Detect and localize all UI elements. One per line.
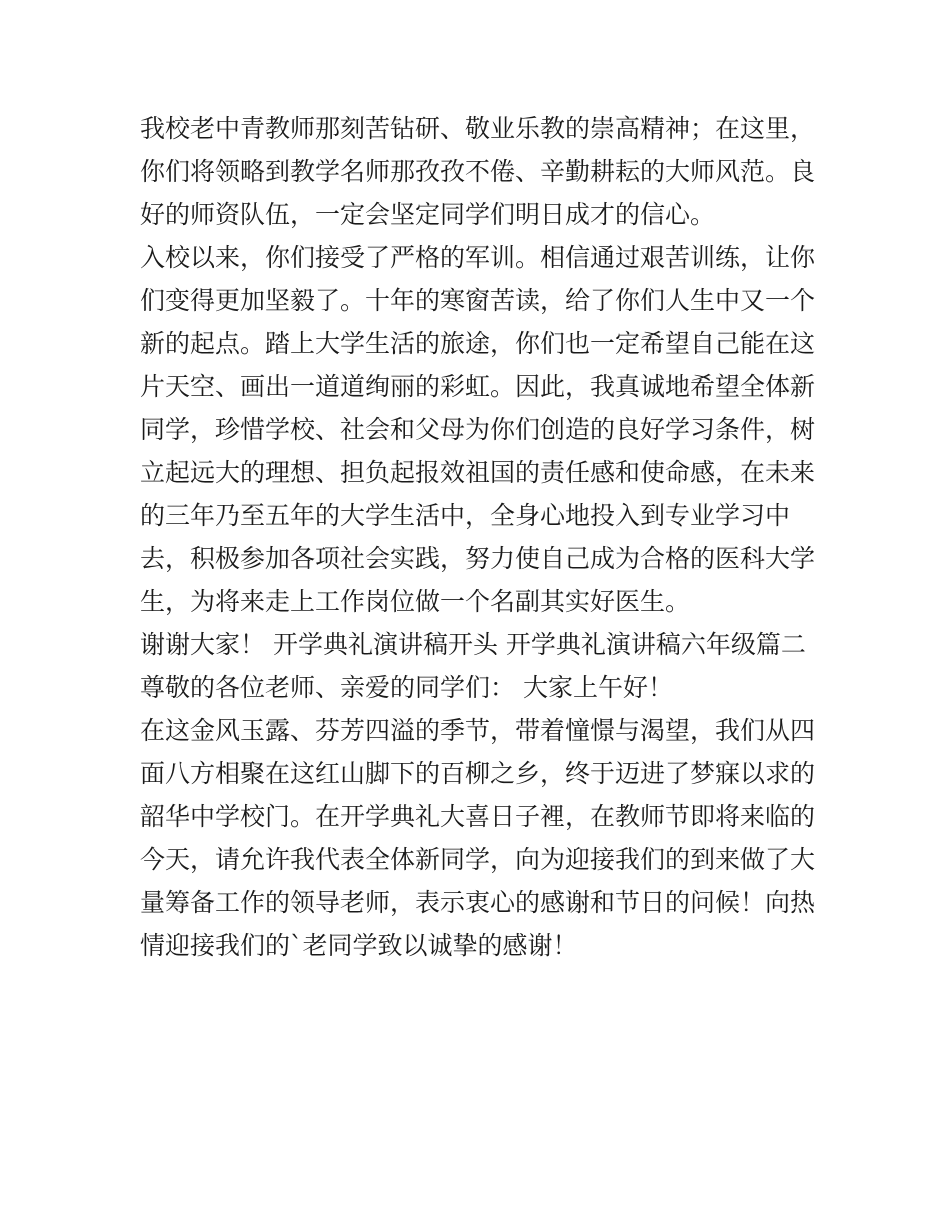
text-line: 立起远大的理想、担负起报效祖国的责任感和使命感，在未来 [140,458,816,487]
text-line: 入校以来，你们接受了严格的军训。相信通过艰苦训练，让你 [140,243,816,272]
text-line: 同学，珍惜学校、社会和父母为你们创造的良好学习条件，树 [140,415,816,444]
text-line: 们变得更加坚毅了。十年的寒窗苦读，给了你们人生中又一个 [140,286,816,315]
text-line: 在这金风玉露、芬芳四溢的季节，带着憧憬与渴望，我们从四 [140,716,816,745]
text-line: 谢谢大家！ 开学典礼演讲稿开头 开学典礼演讲稿六年级篇二 [140,630,806,659]
text-line: 你们将领略到教学名师那孜孜不倦、辛勤耕耘的大师风范。良 [140,157,816,186]
text-line: 去，积极参加各项社会实践，努力使自己成为合格的医科大学 [140,544,816,573]
document-body [140,107,820,967]
text-line: 情迎接我们的`老同学致以诚挚的感谢！ [140,931,578,960]
text-line: 尊敬的各位老师、亲爱的同学们： 大家上午好！ [140,673,673,702]
text-line: 好的师资队伍，一定会坚定同学们明日成才的信心。 [140,200,716,229]
text-line: 的三年乃至五年的大学生活中，全身心地投入到专业学习中 [140,501,791,530]
text-line: 面八方相聚在这红山脚下的百柳之乡，终于迈进了梦寐以求的 [140,759,816,788]
text-line: 片天空、画出一道道绚丽的彩虹。因此，我真诚地希望全体新 [140,372,816,401]
text-line: 量筹备工作的领导老师，表示衷心的感谢和节日的问候！向热 [140,888,816,917]
text-line: 生，为将来走上工作岗位做一个名副其实好医生。 [140,587,691,616]
text-line: 新的起点。踏上大学生活的旅途，你们也一定希望自己能在这 [140,329,816,358]
text-line: 韶华中学校门。在开学典礼大喜日子裡，在教师节即将来临的 [140,802,816,831]
text-line: 我校老中青教师那刻苦钻研、敬业乐教的崇高精神；在这里， [140,114,816,143]
text-line: 今天，请允许我代表全体新同学，向为迎接我们的到来做了大 [140,845,816,874]
